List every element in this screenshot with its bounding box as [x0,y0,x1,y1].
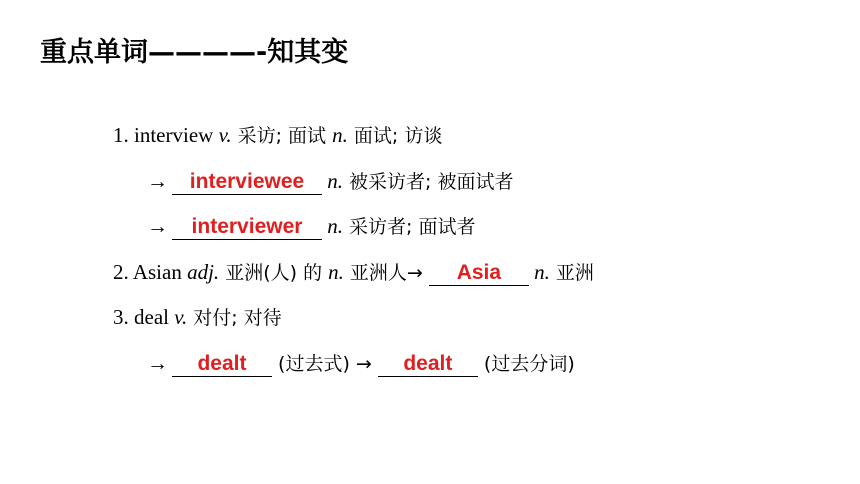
definition: 对付; 对待 [187,307,282,329]
word: interview [134,123,214,147]
derivation-line-interviewer [147,212,475,241]
arrow: → [147,169,168,193]
part-of-speech: v. [174,305,188,329]
definition: 面试; 访谈 [347,125,443,147]
arrow: → [147,351,168,375]
answer-blank: Asia [429,261,529,286]
definition: 亚洲(人) 的 [219,262,329,284]
answer-blank: dealt [172,352,272,377]
derivation-line-interviewee [147,167,513,196]
item-number: 3. [113,305,134,329]
form-label: (过去式) → [272,353,378,375]
part-of-speech: n. [328,260,344,284]
definition: 被采访者; 被面试者 [343,171,514,193]
definition: 亚洲人→ [343,262,429,284]
answer-blank: dealt [378,352,478,377]
vocab-item-2 [113,258,594,287]
item-number: 2. [113,260,133,284]
item-number: 1. [113,123,134,147]
part-of-speech: n. [327,214,343,238]
word: Asian [132,260,188,284]
form-label: (过去分词) [477,353,575,375]
definition: 亚洲 [549,262,594,284]
answer-blank: interviewer [172,215,322,240]
vocab-item-3 [113,303,282,332]
part-of-speech: n. [327,169,343,193]
arrow: → [147,214,168,238]
part-of-speech: n. [332,123,348,147]
definition: 采访者; 面试者 [343,216,476,238]
page-title: 重点单词————-知其变 [40,37,349,68]
derivation-line-dealt [147,349,575,378]
definition: 采访; 面试 [231,125,333,147]
word: deal [134,305,175,329]
part-of-speech: n. [534,260,550,284]
part-of-speech: adj. [187,260,220,284]
part-of-speech: v. [218,123,232,147]
vocab-item-1 [113,121,442,150]
answer-blank: interviewee [172,170,322,195]
